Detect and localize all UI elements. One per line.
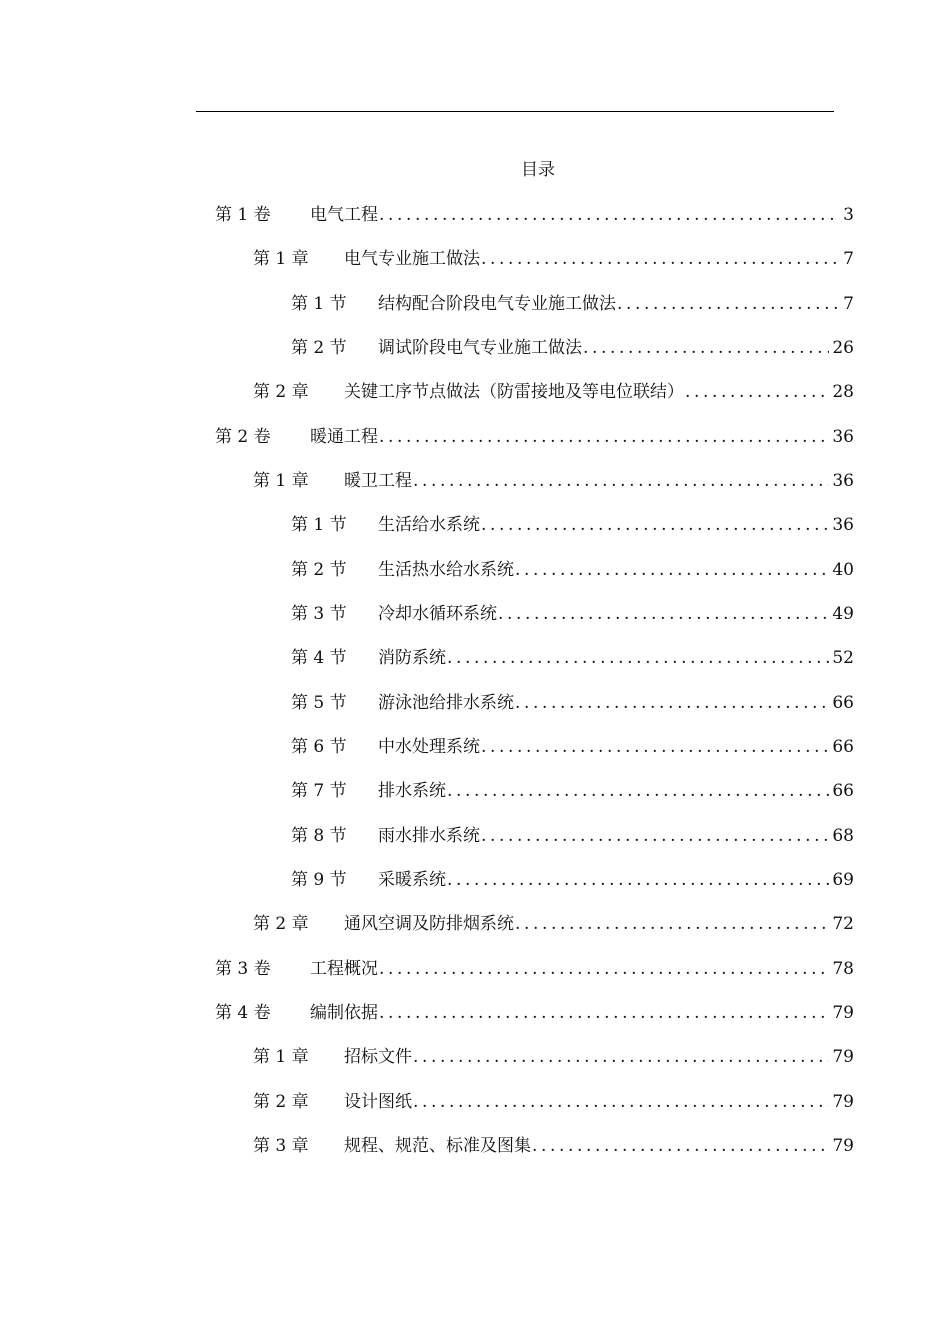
entry-title: 结构配合阶段电气专业施工做法 — [378, 294, 616, 314]
entry-title: 招标文件 — [344, 1047, 412, 1067]
entry-page-number: 36 — [832, 427, 854, 447]
dot-leader — [515, 557, 829, 583]
entry-number: 第 2 章 — [253, 382, 309, 402]
entry-title: 生活热水给水系统 — [378, 560, 514, 580]
entry-title: 电气专业施工做法 — [344, 249, 480, 269]
dot-leader — [515, 911, 829, 937]
entry-title: 排水系统 — [378, 781, 446, 801]
entry-page-number: 68 — [832, 826, 854, 846]
entry-title: 暖通工程 — [310, 427, 378, 447]
toc-entry-chapter[interactable] — [253, 379, 854, 405]
entry-number: 第 9 节 — [291, 870, 347, 890]
entry-number: 第 5 节 — [291, 693, 347, 713]
entry-number: 第 3 节 — [291, 604, 347, 624]
entry-number: 第 4 卷 — [215, 1003, 271, 1023]
entry-number: 第 1 章 — [253, 471, 309, 491]
entry-page-number: 7 — [843, 294, 854, 314]
entry-title: 生活给水系统 — [378, 515, 480, 535]
dot-leader — [379, 424, 829, 450]
dot-leader — [515, 690, 829, 716]
entry-page-number: 26 — [832, 338, 854, 358]
dot-leader — [532, 1133, 829, 1159]
entry-page-number: 72 — [832, 914, 854, 934]
toc-entry-section[interactable] — [291, 645, 854, 671]
entry-title: 通风空调及防排烟系统 — [344, 914, 514, 934]
dot-leader — [379, 202, 840, 228]
dot-leader — [379, 1000, 829, 1026]
entry-page-number: 79 — [832, 1047, 854, 1067]
entry-title: 规程、规范、标准及图集 — [344, 1136, 531, 1156]
entry-page-number: 3 — [843, 205, 854, 225]
toc-entry-chapter[interactable] — [253, 1089, 854, 1115]
toc-entry-volume-2[interactable] — [215, 424, 854, 450]
entry-number: 第 1 章 — [253, 249, 309, 269]
entry-page-number: 78 — [832, 959, 854, 979]
toc-entry-section[interactable] — [291, 778, 854, 804]
toc-entry-chapter[interactable] — [253, 246, 854, 272]
entry-number: 第 2 章 — [253, 914, 309, 934]
entry-number: 第 1 章 — [253, 1047, 309, 1067]
entry-title: 暖卫工程 — [344, 471, 412, 491]
toc-entry-section[interactable] — [291, 335, 854, 361]
dot-leader — [447, 867, 829, 893]
dot-leader — [617, 291, 840, 317]
dot-leader — [481, 823, 829, 849]
toc-entry-section[interactable] — [291, 734, 854, 760]
entry-number: 第 6 节 — [291, 737, 347, 757]
entry-title: 工程概况 — [310, 959, 378, 979]
toc-entry-section[interactable] — [291, 867, 854, 893]
dot-leader — [498, 601, 829, 627]
dot-leader — [413, 1089, 829, 1115]
toc-entry-section[interactable] — [291, 601, 854, 627]
entry-number: 第 4 节 — [291, 648, 347, 668]
entry-number: 第 3 章 — [253, 1136, 309, 1156]
entry-number: 第 2 节 — [291, 338, 347, 358]
dot-leader — [481, 246, 840, 272]
toc-entry-volume-1[interactable] — [215, 202, 854, 228]
entry-title: 电气工程 — [310, 205, 378, 225]
entry-title: 中水处理系统 — [378, 737, 480, 757]
dot-leader — [583, 335, 829, 361]
entry-title: 消防系统 — [378, 648, 446, 668]
dot-leader — [685, 379, 829, 405]
entry-number: 第 1 节 — [291, 515, 347, 535]
toc-entry-chapter[interactable] — [253, 1044, 854, 1070]
entry-page-number: 49 — [832, 604, 854, 624]
entry-title: 调试阶段电气专业施工做法 — [378, 338, 582, 358]
entry-page-number: 36 — [832, 515, 854, 535]
entry-page-number: 40 — [832, 560, 854, 580]
dot-leader — [447, 645, 829, 671]
entry-page-number: 52 — [832, 648, 854, 668]
entry-number: 第 1 节 — [291, 294, 347, 314]
entry-page-number: 7 — [843, 249, 854, 269]
entry-page-number: 28 — [832, 382, 854, 402]
entry-number: 第 7 节 — [291, 781, 347, 801]
toc-entry-section[interactable] — [291, 690, 854, 716]
entry-title: 冷却水循环系统 — [378, 604, 497, 624]
toc-entry-section[interactable] — [291, 291, 854, 317]
entry-title: 采暖系统 — [378, 870, 446, 890]
entry-title: 游泳池给排水系统 — [378, 693, 514, 713]
dot-leader — [379, 956, 829, 982]
toc-entry-section[interactable] — [291, 512, 854, 538]
toc-entry-section[interactable] — [291, 557, 854, 583]
toc-entry-section[interactable] — [291, 823, 854, 849]
entry-number: 第 8 节 — [291, 826, 347, 846]
entry-number: 第 2 章 — [253, 1092, 309, 1112]
entry-page-number: 66 — [832, 693, 854, 713]
entry-page-number: 79 — [832, 1092, 854, 1112]
entry-page-number: 69 — [832, 870, 854, 890]
dot-leader — [413, 468, 829, 494]
entry-title: 关键工序节点做法（防雷接地及等电位联结） — [344, 382, 684, 402]
entry-title: 编制依据 — [310, 1003, 378, 1023]
header-rule — [196, 111, 834, 112]
entry-title: 设计图纸 — [344, 1092, 412, 1112]
toc-entry-chapter[interactable] — [253, 1133, 854, 1159]
entry-page-number: 79 — [832, 1136, 854, 1156]
entry-page-number: 66 — [832, 737, 854, 757]
toc-entry-chapter[interactable] — [253, 911, 854, 937]
entry-page-number: 36 — [832, 471, 854, 491]
entry-page-number: 66 — [832, 781, 854, 801]
dot-leader — [481, 734, 829, 760]
toc-entry-volume-4[interactable] — [215, 1000, 854, 1026]
entry-title: 雨水排水系统 — [378, 826, 480, 846]
dot-leader — [413, 1044, 829, 1070]
entry-number: 第 1 卷 — [215, 205, 271, 225]
toc-entry-volume-3[interactable] — [215, 956, 854, 982]
entry-number: 第 2 节 — [291, 560, 347, 580]
toc-entry-chapter[interactable] — [253, 468, 854, 494]
entry-number: 第 3 卷 — [215, 959, 271, 979]
entry-number: 第 2 卷 — [215, 427, 271, 447]
dot-leader — [447, 778, 829, 804]
toc-title: 目录 — [521, 160, 555, 180]
dot-leader — [481, 512, 829, 538]
entry-page-number: 79 — [832, 1003, 854, 1023]
